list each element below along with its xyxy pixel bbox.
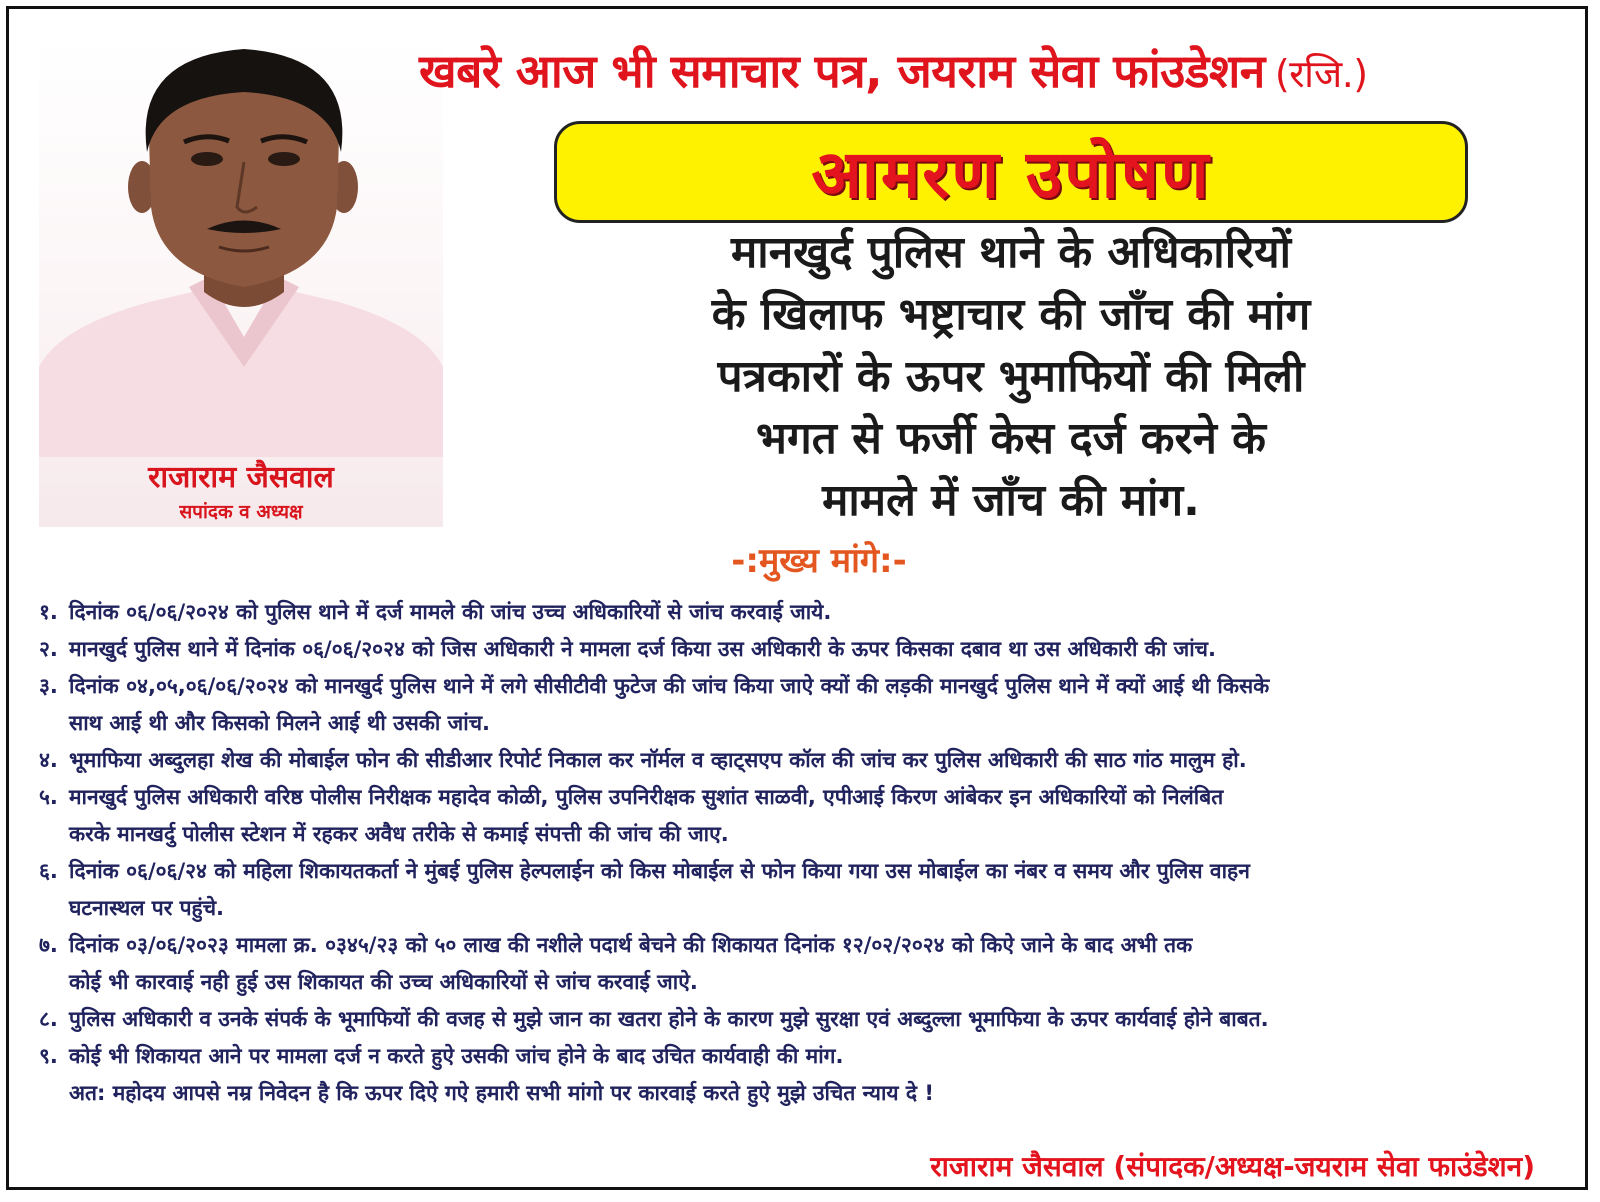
closing-request: अत: महोदय आपसे नम्र निवेदन है कि ऊपर दिऐ गऐ हमारी सभी मांगो पर कारवाई करते हुऐ मुझे उचित न्याय दे ! [69, 1081, 934, 1105]
signature: राजाराम जैसवाल (संपादक/अध्यक्ष-जयराम सेवा फाउंडेशन) [930, 1150, 1535, 1183]
item-number: ७. [39, 933, 58, 957]
item-text: मानखुर्द पुलिस अधिकारी वरिष्ठ पोलीस निरीक्षक महादेव कोळी, पुलिस उपनिरीक्षक सुशांत साळवी, एपीआई किरण आंबेकर इन अधिकारियों को निलंबित [69, 785, 1224, 809]
item-number: ८. [39, 1007, 58, 1031]
item-text-continued: कोई भी कारवाई नही हुई उस शिकायत की उच्च अधिकारियों से जांच करवाई जाऐ. [69, 970, 698, 994]
headline-line: मामले में जाँच की मांग. [822, 475, 1200, 526]
item-text-continued: करके मानखर्दु पोलीस स्टेशन में रहकर अवैध तरीके से कमाई संपत्ती की जांच की जाए. [69, 822, 729, 846]
organization-title [419, 39, 1569, 101]
item-text-continued: साथ आई थी और किसको मिलने आई थी उसकी जांच. [69, 711, 491, 735]
headline-line: भगत से फर्जी केस दर्ज करने के [756, 413, 1266, 464]
portrait-photo [39, 37, 443, 527]
item-number: १. [39, 600, 58, 624]
list-item [39, 594, 1569, 631]
item-number: ३. [39, 674, 58, 698]
list-item [39, 668, 1569, 742]
registered-suffix: (रजि.) [1274, 52, 1368, 96]
poster [6, 6, 1588, 1190]
photo-caption-role: सपांदक व अध्यक्ष [179, 501, 303, 523]
item-number: ५. [39, 785, 58, 809]
list-item [39, 779, 1569, 853]
list-item [39, 927, 1569, 1001]
item-number: ४. [39, 748, 58, 772]
list-item [39, 1001, 1569, 1038]
demands-list [39, 594, 1569, 1112]
item-text: भूमाफिया अब्दुलहा शेख की मोबाईल फोन की सीडीआर रिपोर्ट निकाल कर नॉर्मल व व्हाट्सएप कॉल की जांच कर पुलिस अधिकारी की साठ गांठ मालुम हो. [69, 748, 1247, 772]
item-number: ९. [39, 1044, 58, 1068]
list-item [39, 853, 1569, 927]
item-text: दिनांक ०३/०६/२०२३ मामला क्र. ०३४५/२३ को ५० लाख की नशीले पदार्थ बेचने की शिकायत दिनांक १२/०२/२०२४ को किऐ जाने के बाद अभी तक [69, 933, 1193, 957]
item-number: ६. [39, 859, 58, 883]
organization-name: खबरे आज भी समाचार पत्र, जयराम सेवा फांउडेशन [419, 44, 1265, 98]
headline [471, 222, 1551, 532]
portrait-image [39, 37, 443, 457]
item-text: दिनांक ०६/०६/२४ को महिला शिकायतकर्ता ने मुंबई पुलिस हेल्पलाईन को किस मोबाईल से फोन किया गया उस मोबाईल का नंबर व समय और पुलिस वाहन [69, 859, 1250, 883]
item-text: दिनांक ०४,०५,०६/०६/२०२४ को मानखुर्द पुलिस थाने में लगे सीसीटीवी फुटेज की जांच किया जाऐ क्यों की लड़की मानखुर्द पुलिस थाने में क्यों आई थी किसके [69, 674, 1270, 698]
list-item [39, 1038, 1569, 1075]
photo-caption-name: राजाराम जैसवाल [148, 460, 334, 495]
headline-line: मानखुर्द पुलिस थाने के अधिकारियों [730, 227, 1291, 278]
list-item [39, 631, 1569, 668]
item-text: पुलिस अधिकारी व उनके संपर्क के भूमाफियों की वजह से मुझे जान का खतरा होने के कारण मुझे सुरक्षा एवं अब्दुल्ला भूमाफिया के ऊपर कार्यवाई होने बाबत. [69, 1007, 1269, 1031]
main-demands-heading: -:मुख्य मांगे:- [731, 541, 907, 581]
banner-text: आमरण उपोषण [811, 136, 1211, 213]
item-text-continued: घटनास्थल पर पहुंचे. [69, 896, 225, 920]
item-text: दिनांक ०६/०६/२०२४ को पुलिस थाने में दर्ज मामले की जांच उच्च अधिकारियों से जांच करवाई जाये. [69, 600, 832, 624]
item-text: कोई भी शिकायत आने पर मामला दर्ज न करते हुऐ उसकी जांच होने के बाद उचित कार्यवाही की मांग. [69, 1044, 844, 1068]
list-item [39, 742, 1569, 779]
headline-line: पत्रकारों के ऊपर भुमाफियों की मिली [717, 351, 1305, 402]
headline-line: के खिलाफ भष्ट्राचार की जाँच की मांग [711, 289, 1311, 340]
item-number: २. [39, 637, 58, 661]
item-text: मानखुर्द पुलिस थाने में दिनांक ०६/०६/२०२४ को जिस अधिकारी ने मामला दर्ज किया उस अधिकारी के ऊपर किसका दबाव था उस अधिकारी की जांच. [69, 637, 1216, 661]
hunger-strike-banner [554, 121, 1468, 223]
